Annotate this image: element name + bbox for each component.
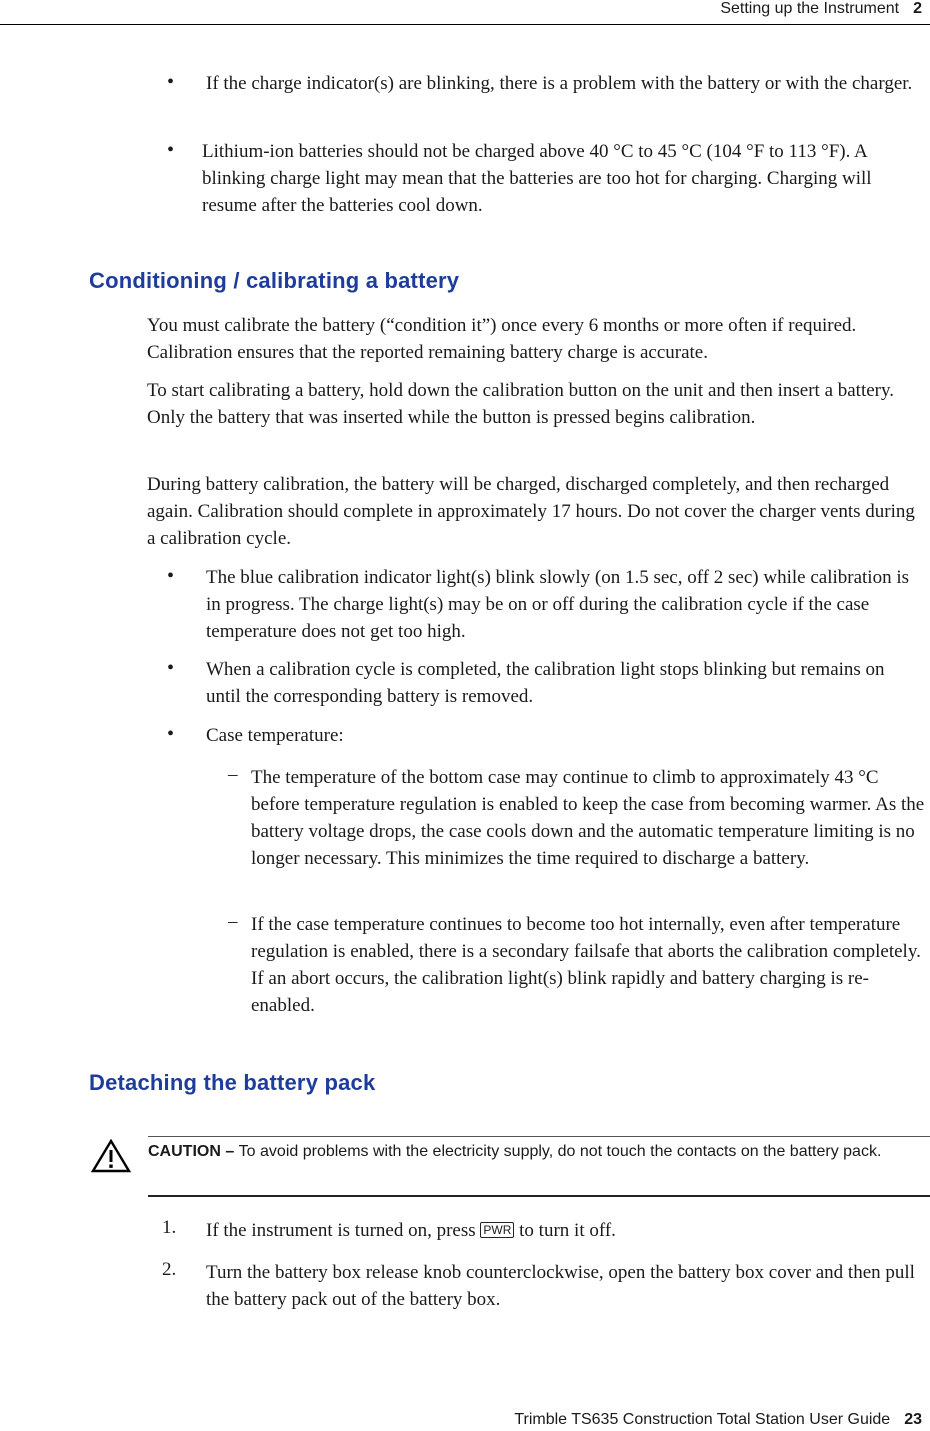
header-section-title: Setting up the Instrument bbox=[720, 0, 900, 17]
caution-label: CAUTION – bbox=[148, 1143, 239, 1160]
bullet-marker: • bbox=[167, 565, 175, 587]
bullet-marker: • bbox=[167, 139, 175, 161]
step-number: 2. bbox=[162, 1259, 177, 1280]
step-text-part: to turn it off. bbox=[514, 1220, 616, 1241]
dash-marker: – bbox=[228, 764, 238, 785]
bullet-text: Case temperature: bbox=[206, 725, 344, 746]
bullet-text: If the charge indicator(s) are blinking, there is a problem with the battery or with the charger. bbox=[206, 73, 913, 94]
running-header bbox=[720, 0, 922, 18]
caution-message bbox=[148, 1141, 918, 1162]
step-text-part: If the instrument is turned on, press bbox=[206, 1220, 481, 1241]
header-rule bbox=[0, 24, 930, 25]
sub-bullet-text: The temperature of the bottom case may continue to climb to approximately 43 °C before temperature regulation is enabled to keep the case from becoming warmer. As the battery voltage drops, the case cools down and the automatic temperature limiting is no longer necessary. This minimizes the time required to discharge a battery. bbox=[251, 767, 925, 869]
sub-bullet-text: If the case temperature continues to become too hot internally, even after temperature regulation is enabled, there is a secondary failsafe that aborts the calibration completely. If an abort occurs, the calibration light(s) blink rapidly and battery charging is re-enabled. bbox=[251, 914, 921, 1016]
dash-marker: – bbox=[228, 911, 238, 932]
paragraph: You must calibrate the battery (“condition it”) once every 6 months or more often if required. Calibration ensures that the reported remaining battery charge is accurate. bbox=[147, 315, 857, 363]
footer-page-number: 23 bbox=[904, 1411, 922, 1428]
bullet-text: When a calibration cycle is completed, the calibration light stops blinking but remains on until the corresponding battery is removed. bbox=[206, 659, 885, 707]
paragraph: During battery calibration, the battery will be charged, discharged completely, and then recharged again. Calibration should complete in approximately 17 hours. Do not cover the charger vents during a calibration cycle. bbox=[147, 474, 915, 549]
bullet-text: The blue calibration indicator light(s) blink slowly (on 1.5 sec, off 2 sec) while calibration is in progress. The charge light(s) may be on or off during the calibration cycle if the case temperature does not get too high. bbox=[206, 567, 909, 642]
caution-bottom-rule bbox=[148, 1195, 930, 1197]
step-number: 1. bbox=[162, 1217, 177, 1238]
caution-warning-icon bbox=[91, 1139, 131, 1173]
footer-guide-title: Trimble TS635 Construction Total Station User Guide bbox=[514, 1411, 891, 1428]
section-heading-conditioning: Conditioning / calibrating a battery bbox=[89, 268, 460, 293]
bullet-text: Lithium-ion batteries should not be charged above 40 °C to 45 °C (104 °F to 113 °F). A blinking charge light may mean that the batteries are too hot for charging. Charging will resume after the batteries cool down. bbox=[202, 141, 872, 216]
caution-text: To avoid problems with the electricity supply, do not touch the contacts on the battery pack. bbox=[238, 1143, 882, 1160]
bullet-marker: • bbox=[167, 723, 175, 745]
header-chapter-number: 2 bbox=[913, 0, 922, 17]
running-footer bbox=[514, 1411, 922, 1429]
caution-top-rule bbox=[148, 1136, 930, 1137]
step-text bbox=[206, 1217, 918, 1244]
section-heading-detaching: Detaching the battery pack bbox=[89, 1070, 376, 1095]
bullet-marker: • bbox=[167, 657, 175, 679]
bullet-marker: • bbox=[167, 71, 175, 93]
paragraph: To start calibrating a battery, hold down the calibration button on the unit and then insert a battery. Only the battery that was inserted while the button is pressed begins calibration. bbox=[147, 380, 895, 428]
step-text: Turn the battery box release knob counterclockwise, open the battery box cover and then pull the battery pack out of the battery box. bbox=[206, 1262, 915, 1310]
pwr-key: PWR bbox=[480, 1222, 514, 1238]
